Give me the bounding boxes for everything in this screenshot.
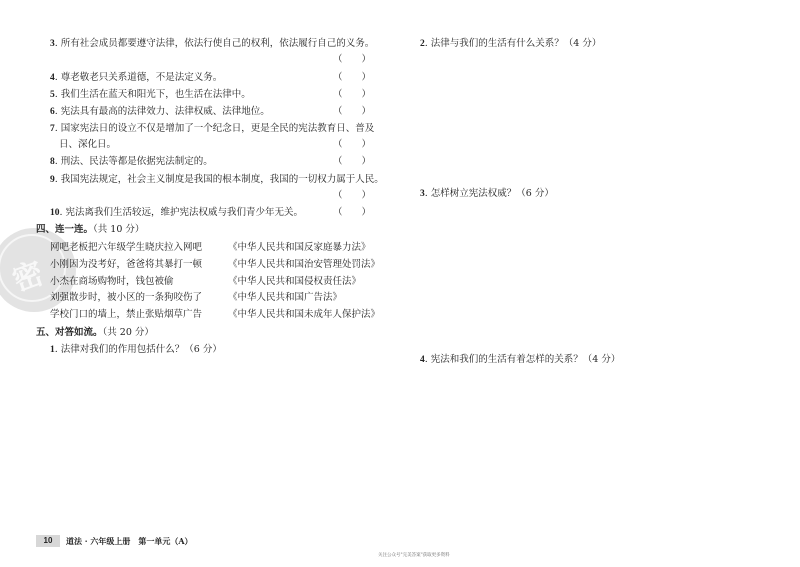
seal-glyph: 密: [8, 255, 49, 299]
question-2: [420, 38, 601, 50]
question-3: [420, 188, 554, 200]
answer-parentheses[interactable]: （ ）: [333, 139, 372, 150]
answer-parentheses[interactable]: （ ）: [333, 207, 372, 218]
item-text: . 尊老敬老只关系道德，不是法定义务。: [54, 72, 223, 83]
match-right-item[interactable]: 《中华人民共和国侵权责任法》: [228, 276, 362, 287]
answer-parentheses[interactable]: （ ）: [333, 54, 372, 65]
section-score: （共 10 分）: [93, 224, 145, 235]
footer-small-print: 关注公众号"完美答案"获取更多资料: [378, 553, 450, 558]
answer-parentheses[interactable]: （ ）: [333, 156, 372, 167]
item-text: . 我国宪法规定，社会主义制度是我国的根本制度，我国的一切权力属于人民。: [54, 174, 384, 185]
question-1: [50, 344, 222, 356]
section-score: （共 20 分）: [102, 327, 154, 338]
judgement-item-8: [50, 156, 213, 168]
section-title: 五、对答如流。: [36, 327, 103, 338]
answer-parentheses[interactable]: （ ）: [333, 106, 372, 117]
item-number: 3: [50, 39, 55, 49]
judgement-item-10: [50, 207, 303, 219]
match-left-item[interactable]: 小刚因为没考好，爸爸将其暴打一顿: [50, 259, 203, 270]
question-text: . 怎样树立宪法权威？（6 分）: [424, 188, 554, 199]
question-number: 1: [50, 345, 55, 355]
item-number: 5: [50, 90, 55, 100]
match-left-item[interactable]: 学校门口的墙上，禁止张贴烟草广告: [50, 309, 203, 320]
judgement-item-4: [50, 72, 222, 84]
match-right-item[interactable]: 《中华人民共和国未成年人保护法》: [228, 309, 381, 320]
match-right-item[interactable]: 《中华人民共和国广告法》: [228, 292, 343, 303]
match-left-item[interactable]: 小杰在商场购物时，钱包被偷: [50, 276, 174, 287]
item-text: . 宪法具有最高的法律效力、法律权威、法律地位。: [54, 106, 270, 117]
question-text: . 法律与我们的生活有什么关系？（4 分）: [424, 38, 602, 49]
match-left-item[interactable]: 刘强散步时，被小区的一条狗咬伤了: [50, 292, 203, 303]
judgement-item-7: [50, 123, 374, 135]
answer-parentheses[interactable]: （ ）: [333, 89, 372, 100]
judgement-item-9: [50, 174, 384, 186]
judgement-item-7-continuation: 日、深化日。: [59, 139, 117, 150]
match-right-item[interactable]: 《中华人民共和国反家庭暴力法》: [228, 242, 371, 253]
item-number: 6: [50, 107, 55, 117]
section-title: 四、连一连。: [36, 224, 94, 235]
question-text: . 法律对我们的作用包括什么？（6 分）: [54, 344, 222, 355]
item-number: 4: [50, 73, 55, 83]
judgement-item-6: [50, 106, 270, 118]
match-left-item[interactable]: 网吧老板把六年级学生晓庆拉入网吧: [50, 242, 203, 253]
question-text: . 宪法和我们的生活有着怎样的关系？（4 分）: [424, 354, 621, 365]
item-text: . 国家宪法日的设立不仅是增加了一个纪念日，更是全民的宪法教育日、普及: [54, 123, 375, 134]
item-number: 9: [50, 175, 55, 185]
question-4: [420, 354, 620, 366]
judgement-item-5: [50, 89, 251, 101]
page-number: 10: [36, 535, 60, 547]
question-number: 3: [420, 189, 425, 199]
footer-title: 道法 · 六年级上册 第一单元（A）: [66, 536, 193, 546]
item-text: . 所有社会成员都要遵守法律，依法行使自己的权利，依法履行自己的义务。: [54, 38, 375, 49]
match-right-item[interactable]: 《中华人民共和国治安管理处罚法》: [228, 259, 381, 270]
answer-parentheses[interactable]: （ ）: [333, 72, 372, 83]
question-number: 4: [420, 355, 425, 365]
item-number: 8: [50, 157, 55, 167]
item-number: 10: [50, 208, 60, 218]
item-text: . 刑法、民法等都是依据宪法制定的。: [54, 156, 213, 167]
judgement-item-3: [50, 38, 374, 50]
section-4-heading: [36, 224, 144, 236]
question-number: 2: [420, 39, 425, 49]
answer-parentheses[interactable]: （ ）: [333, 190, 372, 201]
item-text: . 我们生活在蓝天和阳光下，也生活在法律中。: [54, 89, 251, 100]
item-text: . 宪法离我们生活较远，维护宪法权威与我们青少年无关。: [59, 207, 304, 218]
section-5-heading: [36, 327, 154, 339]
item-number: 7: [50, 124, 55, 134]
